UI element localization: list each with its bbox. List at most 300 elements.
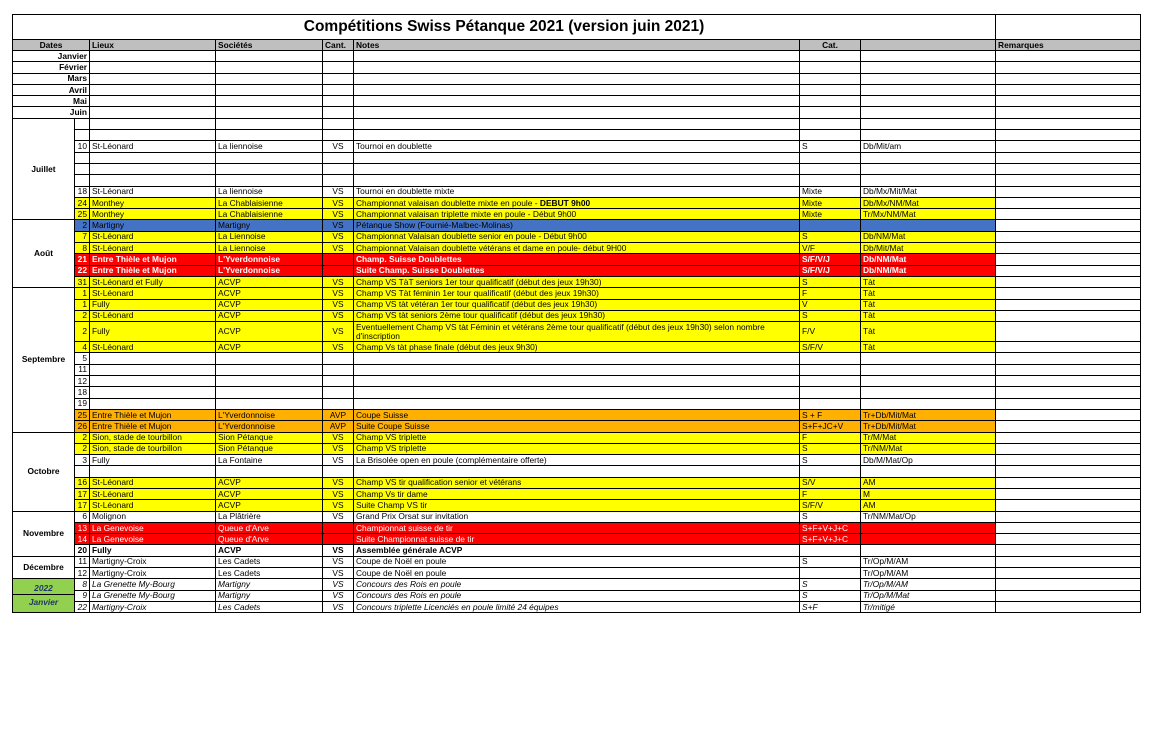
- month-cell-juillet: Juillet: [13, 118, 75, 220]
- cell-remarques: [996, 455, 1141, 466]
- cell-cant: VS: [323, 231, 354, 242]
- cell-day: [75, 163, 90, 174]
- cell-cat2: [861, 175, 996, 186]
- cell-lieu: Monthey: [90, 209, 216, 220]
- table-row: [13, 186, 1141, 197]
- cell-lieu: [90, 353, 216, 364]
- cell-soc: ACVP: [216, 477, 323, 488]
- cell-lieu: St-Léonard: [90, 186, 216, 197]
- cell-note: Suite Champ. Suisse Doublettes: [354, 265, 800, 276]
- cell-lieu: Entre Thièle et Mujon: [90, 254, 216, 265]
- cell-remarques: [996, 243, 1141, 254]
- cell-remarques: [996, 466, 1141, 477]
- cell-cat: F: [800, 432, 861, 443]
- empty-cell: [216, 73, 323, 84]
- cell-lieu: La Genevoise: [90, 522, 216, 533]
- cell-cat2: Tàt: [861, 310, 996, 321]
- empty-cell: [90, 96, 216, 107]
- table-row: [13, 579, 1141, 590]
- cell-remarques: [996, 276, 1141, 287]
- empty-cell: [861, 51, 996, 62]
- cell-soc: [216, 387, 323, 398]
- table-row: [13, 466, 1141, 477]
- cell-day: 11: [75, 364, 90, 375]
- cell-cant: [323, 163, 354, 174]
- cell-remarques: [996, 231, 1141, 242]
- cell-cat2: [861, 353, 996, 364]
- cell-lieu: Martigny: [90, 220, 216, 231]
- cell-soc: L'Yverdonnoise: [216, 421, 323, 432]
- cell-cat: [800, 376, 861, 387]
- cell-cant: VS: [323, 209, 354, 220]
- cell-cant: [323, 376, 354, 387]
- cell-note: [354, 118, 800, 129]
- cell-cat: S/V: [800, 477, 861, 488]
- cell-remarques: [996, 310, 1141, 321]
- cell-cant: VS: [323, 455, 354, 466]
- cell-soc: [216, 376, 323, 387]
- cell-soc: [216, 118, 323, 129]
- header-remarques: Remarques: [996, 40, 1141, 51]
- table-row: [13, 299, 1141, 310]
- cell-cat: S: [800, 310, 861, 321]
- empty-cell: [996, 107, 1141, 118]
- month-label: Mars: [13, 73, 90, 84]
- cell-cat: S + F: [800, 409, 861, 420]
- cell-cat2: [861, 118, 996, 129]
- cell-cant: VS: [323, 310, 354, 321]
- cell-note: Pétanque Show (Fournié-Malbec-Molinas): [354, 220, 800, 231]
- header-cant: Cant.: [323, 40, 354, 51]
- cell-soc: La liennoise: [216, 186, 323, 197]
- cell-day: 8: [75, 579, 90, 590]
- cell-remarques: [996, 209, 1141, 220]
- cell-cat: [800, 353, 861, 364]
- cell-cant: [323, 254, 354, 265]
- page-title: Compétitions Swiss Pétanque 2021 (version juin 2021): [13, 15, 996, 40]
- cell-day: [75, 152, 90, 163]
- cell-note: Champ VS triplette: [354, 432, 800, 443]
- cell-remarques: [996, 579, 1141, 590]
- cell-remarques: [996, 500, 1141, 511]
- cell-cat: V: [800, 299, 861, 310]
- cell-day: 22: [75, 265, 90, 276]
- table-row: [13, 141, 1141, 152]
- cell-cat: F: [800, 488, 861, 499]
- cell-cat2: Tr/NM/Mat/Op: [861, 511, 996, 522]
- cell-cat: S+F+V+J+C: [800, 522, 861, 533]
- cell-note: Coupe de Noël en poule: [354, 556, 800, 567]
- table-row: [13, 265, 1141, 276]
- cell-cat2: Tr/Op/M/AM: [861, 568, 996, 579]
- cell-cat2: Db/Mx/NM/Mat: [861, 197, 996, 208]
- table-row: [13, 387, 1141, 398]
- cell-cat2: Db/NM/Mat: [861, 254, 996, 265]
- cell-day: 18: [75, 186, 90, 197]
- cell-note: Championnat Valaisan doublette senior en poule - Début 9h00: [354, 231, 800, 242]
- cell-note: Champ. Suisse Doublettes: [354, 254, 800, 265]
- cell-day: 17: [75, 488, 90, 499]
- cell-cat2: [861, 163, 996, 174]
- cell-day: 2: [75, 322, 90, 342]
- table-row: [13, 455, 1141, 466]
- cell-remarques: [996, 534, 1141, 545]
- cell-lieu: Monthey: [90, 197, 216, 208]
- cell-lieu: St-Léonard: [90, 488, 216, 499]
- table-row: [13, 276, 1141, 287]
- cell-cat2: AM: [861, 500, 996, 511]
- cell-cant: VS: [323, 276, 354, 287]
- empty-cell: [861, 96, 996, 107]
- cell-day: 3: [75, 455, 90, 466]
- empty-cell: [861, 84, 996, 95]
- cell-cat2: [861, 130, 996, 141]
- table-row: [13, 568, 1141, 579]
- cell-soc: La Fontaine: [216, 455, 323, 466]
- cell-soc: La Chablaisienne: [216, 209, 323, 220]
- cell-cant: VS: [323, 432, 354, 443]
- cell-note: Suite Coupe Suisse: [354, 421, 800, 432]
- cell-remarques: [996, 220, 1141, 231]
- cell-note: Championnat Valaisan doublette vétérans et dame en poule- début 9H00: [354, 243, 800, 254]
- cell-note: Champ VS tir qualification senior et vétérans: [354, 477, 800, 488]
- empty-cell: [90, 51, 216, 62]
- cell-lieu: [90, 364, 216, 375]
- month-row-janvier: [13, 51, 1141, 62]
- cell-lieu: Molignon: [90, 511, 216, 522]
- cell-cant: [323, 387, 354, 398]
- cell-lieu: [90, 387, 216, 398]
- cell-cat: [800, 152, 861, 163]
- cell-soc: Sion Pétanque: [216, 443, 323, 454]
- cell-soc: ACVP: [216, 276, 323, 287]
- month-label: Février: [13, 62, 90, 73]
- cell-note: Grand Prix Orsat sur invitation: [354, 511, 800, 522]
- cell-soc: [216, 152, 323, 163]
- cell-cat2: [861, 376, 996, 387]
- empty-cell: [216, 107, 323, 118]
- cell-cat: [800, 220, 861, 231]
- cell-note: Concours triplette Licenciés en poule limité 24 équipes: [354, 601, 800, 612]
- table-row: [13, 477, 1141, 488]
- cell-cat2: Tr/NM/Mat: [861, 443, 996, 454]
- cell-cant: [323, 398, 354, 409]
- empty-cell: [323, 73, 354, 84]
- cell-remarques: [996, 421, 1141, 432]
- table-row: [13, 409, 1141, 420]
- cell-day: [75, 130, 90, 141]
- cell-lieu: Fully: [90, 455, 216, 466]
- table-row: [13, 322, 1141, 342]
- cell-note: Eventuellement Champ VS tàt Féminin et vétérans 2ème tour qualificatif (début des jeux 19h30) selon nombre d'inscription: [354, 322, 800, 342]
- cell-soc: [216, 175, 323, 186]
- cell-cat2: M: [861, 488, 996, 499]
- table-row: [13, 220, 1141, 231]
- empty-cell: [323, 62, 354, 73]
- cell-remarques: [996, 130, 1141, 141]
- table-row: [13, 364, 1141, 375]
- cell-day: 26: [75, 421, 90, 432]
- cell-cant: VS: [323, 220, 354, 231]
- cell-lieu: St-Léonard: [90, 231, 216, 242]
- cell-day: 19: [75, 398, 90, 409]
- cell-cat2: Db/M/Mat/Op: [861, 455, 996, 466]
- cell-day: 16: [75, 477, 90, 488]
- cell-day: 9: [75, 590, 90, 601]
- cell-cat: Mixte: [800, 186, 861, 197]
- empty-cell: [354, 73, 800, 84]
- table-row: [13, 545, 1141, 556]
- table-row: [13, 310, 1141, 321]
- cell-remarques: [996, 488, 1141, 499]
- cell-day: 25: [75, 409, 90, 420]
- cell-cat: S/F/V: [800, 500, 861, 511]
- cell-note: Champ VS triplette: [354, 443, 800, 454]
- cell-note: Suite Championnat suisse de tir: [354, 534, 800, 545]
- cell-day: 25: [75, 209, 90, 220]
- cell-soc: [216, 466, 323, 477]
- cell-lieu: St-Léonard et Fully: [90, 276, 216, 287]
- cell-cant: VS: [323, 288, 354, 299]
- cell-remarques: [996, 197, 1141, 208]
- month-row-mars: [13, 73, 1141, 84]
- cell-note: Champ VS tàt seniors 2ème tour qualificatif (début des jeux 19h30): [354, 310, 800, 321]
- cell-cant: VS: [323, 141, 354, 152]
- cell-day: 12: [75, 376, 90, 387]
- empty-cell: [996, 51, 1141, 62]
- month-cell-decembre: Décembre: [13, 556, 75, 579]
- cell-note: La Brisolée open en poule (complémentaire offerte): [354, 455, 800, 466]
- empty-cell: [90, 62, 216, 73]
- cell-note: Concours des Rois en poule: [354, 579, 800, 590]
- cell-lieu: Sion, stade de tourbillon: [90, 443, 216, 454]
- cell-cant: [323, 175, 354, 186]
- cell-remarques: [996, 322, 1141, 342]
- cell-day: 4: [75, 342, 90, 353]
- cell-lieu: Sion, stade de tourbillon: [90, 432, 216, 443]
- cell-day: 24: [75, 197, 90, 208]
- cell-note: [354, 466, 800, 477]
- cell-lieu: [90, 376, 216, 387]
- table-row: [13, 601, 1141, 612]
- cell-cant: VS: [323, 443, 354, 454]
- cell-cat2: [861, 534, 996, 545]
- cell-lieu: Martigny-Croix: [90, 556, 216, 567]
- cell-cat: [800, 175, 861, 186]
- cell-remarques: [996, 477, 1141, 488]
- note-text: Championnat valaisan doublette mixte en poule -: [356, 197, 540, 208]
- cell-cant: [323, 466, 354, 477]
- cell-lieu: [90, 130, 216, 141]
- cell-cat2: Tàt: [861, 299, 996, 310]
- empty-cell: [323, 107, 354, 118]
- cell-remarques: [996, 601, 1141, 612]
- cell-lieu: [90, 118, 216, 129]
- cell-day: 6: [75, 511, 90, 522]
- cell-lieu: La Grenette My-Bourg: [90, 579, 216, 590]
- cell-cat2: [861, 387, 996, 398]
- empty-cell: [800, 62, 861, 73]
- cell-cat2: Tr+Db/Mit/Mat: [861, 409, 996, 420]
- empty-cell: [90, 107, 216, 118]
- header-societes: Sociétés: [216, 40, 323, 51]
- cell-cant: VS: [323, 477, 354, 488]
- cell-day: 11: [75, 556, 90, 567]
- cell-cat2: Tr/Mx/NM/Mat: [861, 209, 996, 220]
- cell-cat2: Tr/M/Mat: [861, 432, 996, 443]
- cell-soc: ACVP: [216, 500, 323, 511]
- cell-remarques: [996, 163, 1141, 174]
- cell-day: 13: [75, 522, 90, 533]
- month-cell-aout: Août: [13, 220, 75, 288]
- cell-soc: ACVP: [216, 342, 323, 353]
- month-label: Mai: [13, 96, 90, 107]
- cell-day: 2: [75, 310, 90, 321]
- cell-remarques: [996, 288, 1141, 299]
- cell-day: [75, 466, 90, 477]
- cell-remarques: [996, 118, 1141, 129]
- cell-day: 1: [75, 299, 90, 310]
- empty-cell: [996, 62, 1141, 73]
- cell-cat: [800, 568, 861, 579]
- cell-note: Coupe Suisse: [354, 409, 800, 420]
- cell-cat2: Tr/Op/M/AM: [861, 579, 996, 590]
- empty-cell: [800, 107, 861, 118]
- cell-cat2: [861, 152, 996, 163]
- table-row: [13, 118, 1141, 129]
- cell-note: Concours des Rois en poule: [354, 590, 800, 601]
- cell-cant: [323, 522, 354, 533]
- cell-note: [354, 197, 800, 208]
- cell-note: Champ Vs tàt phase finale (début des jeux 9h30): [354, 342, 800, 353]
- cell-cant: [323, 353, 354, 364]
- cell-lieu: St-Léonard: [90, 342, 216, 353]
- cell-cant: VS: [323, 186, 354, 197]
- month-row-avril: [13, 84, 1141, 95]
- cell-remarques: [996, 299, 1141, 310]
- cell-cat: F: [800, 288, 861, 299]
- cell-note: [354, 387, 800, 398]
- empty-cell: [354, 62, 800, 73]
- table-row: [13, 209, 1141, 220]
- cell-cat: [800, 130, 861, 141]
- cell-cat: S: [800, 455, 861, 466]
- cell-remarques: [996, 254, 1141, 265]
- header-notes: Notes: [354, 40, 800, 51]
- cell-soc: La Chablaisienne: [216, 197, 323, 208]
- cell-cat: S/F/V: [800, 342, 861, 353]
- cell-cat2: [861, 545, 996, 556]
- cell-note: [354, 175, 800, 186]
- table-row: [13, 342, 1141, 353]
- empty-cell: [216, 96, 323, 107]
- empty-cell: [861, 107, 996, 118]
- cell-cat2: Db/NM/Mat: [861, 231, 996, 242]
- note-bold-text: DEBUT 9h00: [539, 197, 591, 208]
- cell-note: Tournoi en doublette mixte: [354, 186, 800, 197]
- cell-day: [75, 175, 90, 186]
- cell-note: Coupe de Noël en poule: [354, 568, 800, 579]
- cell-note: Suite Champ VS tir: [354, 500, 800, 511]
- cell-cant: VS: [323, 568, 354, 579]
- cell-day: 18: [75, 387, 90, 398]
- cell-cat2: Tr/mitigé: [861, 601, 996, 612]
- cell-remarques: [996, 522, 1141, 533]
- empty-cell: [354, 84, 800, 95]
- empty-cell: [90, 84, 216, 95]
- cell-cat: S: [800, 556, 861, 567]
- cell-day: 8: [75, 243, 90, 254]
- cell-soc: Queue d'Arve: [216, 522, 323, 533]
- cell-cat: [800, 466, 861, 477]
- table-row: [13, 421, 1141, 432]
- cell-lieu: La Genevoise: [90, 534, 216, 545]
- cell-note: Champ VS Tàt féminin 1er tour qualificatif (début des jeux 19h30): [354, 288, 800, 299]
- empty-cell: [996, 84, 1141, 95]
- cell-cat: [800, 398, 861, 409]
- cell-day: 2: [75, 432, 90, 443]
- cell-soc: ACVP: [216, 322, 323, 342]
- month-cell-novembre: Novembre: [13, 511, 75, 556]
- cell-remarques: [996, 409, 1141, 420]
- cell-lieu: Entre Thièle et Mujon: [90, 421, 216, 432]
- cell-day: 14: [75, 534, 90, 545]
- empty-cell: [800, 84, 861, 95]
- cell-note: [354, 163, 800, 174]
- cell-cat: S: [800, 443, 861, 454]
- cell-lieu: St-Léonard: [90, 477, 216, 488]
- cell-cat2: [861, 220, 996, 231]
- cell-remarques: [996, 353, 1141, 364]
- cell-cat2: [861, 466, 996, 477]
- cell-soc: ACVP: [216, 299, 323, 310]
- cell-remarques: [996, 568, 1141, 579]
- cell-cat2: [861, 398, 996, 409]
- cell-remarques: [996, 556, 1141, 567]
- empty-cell: [800, 96, 861, 107]
- cell-cat: Mixte: [800, 197, 861, 208]
- cell-lieu: Entre Thièle et Mujon: [90, 409, 216, 420]
- cell-cant: VS: [323, 511, 354, 522]
- month-row-fevrier: [13, 62, 1141, 73]
- cell-day: 22: [75, 601, 90, 612]
- header-row: [13, 40, 1141, 51]
- table-row: [13, 231, 1141, 242]
- empty-cell: [90, 73, 216, 84]
- cell-soc: La liennoise: [216, 141, 323, 152]
- month-label: Avril: [13, 84, 90, 95]
- cell-cat: S: [800, 276, 861, 287]
- cell-soc: La Liennoise: [216, 243, 323, 254]
- cell-remarques: [996, 398, 1141, 409]
- table-row: [13, 511, 1141, 522]
- cell-lieu: [90, 152, 216, 163]
- empty-cell: [354, 107, 800, 118]
- cell-soc: ACVP: [216, 488, 323, 499]
- cell-soc: La Liennoise: [216, 231, 323, 242]
- table-row: [13, 175, 1141, 186]
- cell-soc: [216, 398, 323, 409]
- cell-note: [354, 130, 800, 141]
- cell-day: 17: [75, 500, 90, 511]
- cell-cat2: Db/Mit/am: [861, 141, 996, 152]
- cell-note: [354, 364, 800, 375]
- cell-lieu: St-Léonard: [90, 310, 216, 321]
- empty-cell: [354, 96, 800, 107]
- cell-soc: Les Cadets: [216, 556, 323, 567]
- empty-cell: [323, 96, 354, 107]
- month-cell-2022: [13, 579, 75, 613]
